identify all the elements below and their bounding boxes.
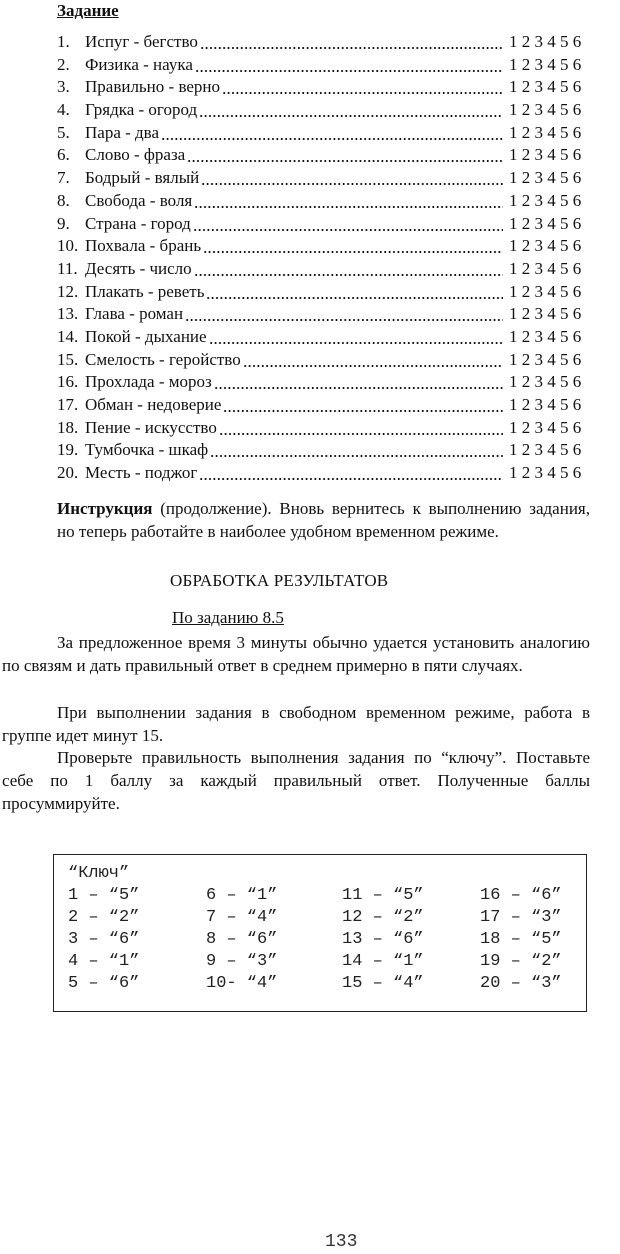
dot-leader	[210, 439, 503, 462]
task-number: 6.	[57, 145, 70, 165]
rating-scale: 1 2 3 4 5 6	[509, 395, 582, 414]
rating-scale: 1 2 3 4 5 6	[509, 122, 582, 142]
paragraph-1: За предложенное время 3 минуты обычно удается установить аналогию по связям и дать правильный ответ в среднем примерно в пяти случаях.	[2, 633, 590, 675]
task-number: 4.	[57, 100, 70, 120]
answer-key-entry: 8 – “6”	[206, 930, 278, 949]
task-row	[57, 76, 597, 99]
rating-scale: 1 2 3 4 5 6	[509, 54, 582, 74]
task-number: 5.	[57, 122, 70, 142]
dot-leader	[203, 235, 503, 258]
rating-scale: 1 2 3 4 5 6	[509, 190, 582, 210]
task-row	[57, 167, 597, 190]
task-row	[57, 122, 597, 145]
task-number: 1.	[57, 32, 70, 51]
dot-leader	[187, 144, 503, 167]
task-number: 14.	[57, 326, 79, 346]
answer-key-entry: 6 – “1”	[206, 886, 278, 905]
rating-scale: 1 2 3 4 5 6	[509, 440, 582, 460]
answer-key-entry: 13 – “6”	[342, 930, 424, 949]
task-word-pair: Похвала - брань	[85, 236, 202, 256]
task-row	[57, 417, 597, 440]
dot-leader	[223, 394, 503, 417]
dot-leader	[161, 122, 503, 145]
task-row	[57, 394, 597, 417]
rating-scale: 1 2 3 4 5 6	[509, 77, 582, 97]
task-row	[57, 281, 597, 304]
task-row	[57, 326, 597, 349]
task-word-pair: Прохлада - мороз	[85, 372, 212, 392]
task-row	[57, 235, 597, 258]
dot-leader	[243, 349, 503, 372]
instruction-label: Инструкция	[57, 499, 153, 518]
task-number: 12.	[57, 281, 79, 301]
rating-scale: 1 2 3 4 5 6	[509, 168, 582, 188]
dot-leader	[195, 54, 503, 77]
dot-leader	[200, 31, 503, 54]
rating-scale: 1 2 3 4 5 6	[509, 258, 582, 278]
rating-scale: 1 2 3 4 5 6	[509, 213, 582, 233]
task-word-pair: Смелость - геройство	[85, 349, 241, 369]
paragraph-3: Проверьте правильность выполнения задания по “ключу”. Поставьте себе по 1 баллу за каждый правильный ответ. Полученные баллы просуммируйте.	[2, 748, 590, 813]
task-row	[57, 371, 597, 394]
task-word-pair: Десять - число	[85, 258, 192, 278]
task-row	[57, 213, 597, 236]
page-title: Задание	[57, 1, 119, 20]
dot-leader	[194, 190, 503, 213]
answer-key-box	[53, 854, 587, 1012]
task-word-pair: Физика - наука	[85, 54, 193, 74]
answer-key-entry: 15 – “4”	[342, 974, 424, 993]
task-number: 17.	[57, 395, 79, 414]
task-number: 18.	[57, 417, 79, 437]
task-word-pair: Слово - фраза	[85, 145, 186, 165]
answer-key-entry: 10- “4”	[206, 974, 278, 993]
dot-leader	[199, 462, 503, 485]
answer-key-entry: 18 – “5”	[480, 930, 562, 949]
task-row	[57, 439, 597, 462]
task-number: 19.	[57, 440, 79, 460]
rating-scale: 1 2 3 4 5 6	[509, 417, 582, 437]
rating-scale: 1 2 3 4 5 6	[509, 326, 582, 346]
task-row	[57, 99, 597, 122]
task-word-pair: Пара - два	[85, 122, 160, 142]
answer-key-entry: 9 – “3”	[206, 952, 278, 971]
answer-key-entry: 14 – “1”	[342, 952, 424, 971]
answer-key-entry: 20 – “3”	[480, 974, 562, 993]
rating-scale: 1 2 3 4 5 6	[509, 463, 582, 483]
dot-leader	[222, 76, 503, 99]
dot-leader	[193, 213, 503, 236]
answer-key-title: “Ключ”	[68, 864, 130, 883]
task-row	[57, 31, 597, 54]
sub-heading: По заданию 8.5	[172, 608, 284, 627]
task-word-pair: Страна - город	[85, 213, 191, 233]
answer-key-entry: 5 – “6”	[68, 974, 140, 993]
task-word-pair: Покой - дыхание	[85, 326, 207, 346]
instruction-text: (продолжение). Вновь вернитесь к выполнению задания, но теперь работайте в наиболее удобном временном режиме.	[57, 499, 590, 541]
dot-leader	[214, 371, 503, 394]
task-number: 16.	[57, 372, 79, 392]
task-word-pair: Тумбочка - шкаф	[85, 440, 209, 460]
rating-scale: 1 2 3 4 5 6	[509, 145, 582, 165]
task-number: 3.	[57, 77, 70, 97]
page-number: 133	[325, 1232, 358, 1252]
rating-scale: 1 2 3 4 5 6	[509, 304, 582, 324]
task-number: 15.	[57, 349, 79, 369]
task-row	[57, 349, 597, 372]
rating-scale: 1 2 3 4 5 6	[509, 32, 582, 51]
dot-leader	[209, 326, 503, 349]
rating-scale: 1 2 3 4 5 6	[509, 100, 582, 120]
rating-scale: 1 2 3 4 5 6	[509, 236, 582, 256]
task-word-pair: Бодрый - вялый	[85, 168, 200, 188]
task-word-pair: Пение - искусство	[85, 417, 217, 437]
task-word-pair: Свобода - воля	[85, 190, 193, 210]
rating-scale: 1 2 3 4 5 6	[509, 281, 582, 301]
task-word-pair: Обман - недоверие	[85, 395, 222, 414]
answer-key-entry: 12 – “2”	[342, 908, 424, 927]
rating-scale: 1 2 3 4 5 6	[509, 372, 582, 392]
answer-key-entry: 4 – “1”	[68, 952, 140, 971]
answer-key-entry: 1 – “5”	[68, 886, 140, 905]
task-row	[57, 303, 597, 326]
dot-leader	[199, 99, 503, 122]
answer-key-entry: 17 – “3”	[480, 908, 562, 927]
task-number: 13.	[57, 304, 79, 324]
task-word-pair: Глава - роман	[85, 304, 184, 324]
task-number: 11.	[57, 258, 78, 278]
task-list	[57, 31, 597, 485]
task-number: 8.	[57, 190, 70, 210]
answer-key-entry: 2 – “2”	[68, 908, 140, 927]
dot-leader	[206, 281, 503, 304]
answer-key-entry: 7 – “4”	[206, 908, 278, 927]
dot-leader	[219, 417, 503, 440]
answer-key-entry: 16 – “6”	[480, 886, 562, 905]
task-word-pair: Плакать - реветь	[85, 281, 205, 301]
task-row	[57, 190, 597, 213]
task-row	[57, 462, 597, 485]
dot-leader	[185, 303, 503, 326]
rating-scale: 1 2 3 4 5 6	[509, 349, 582, 369]
task-number: 20.	[57, 463, 79, 483]
section-heading: ОБРАБОТКА РЕЗУЛЬТАТОВ	[170, 571, 389, 590]
task-word-pair: Месть - поджог	[85, 463, 198, 483]
instruction-paragraph	[57, 497, 590, 543]
task-number: 10.	[57, 236, 79, 256]
task-word-pair: Испуг - бегство	[85, 32, 198, 51]
task-row	[57, 258, 597, 281]
paragraph-2: При выполнении задания в свободном временном режиме, работа в группе идет минут 15.	[2, 703, 590, 745]
task-row	[57, 54, 597, 77]
task-word-pair: Правильно - верно	[85, 77, 221, 97]
task-row	[57, 144, 597, 167]
task-number: 7.	[57, 168, 70, 188]
answer-key-entry: 19 – “2”	[480, 952, 562, 971]
task-number: 9.	[57, 213, 70, 233]
answer-key-entry: 11 – “5”	[342, 886, 424, 905]
task-word-pair: Грядка - огород	[85, 100, 198, 120]
dot-leader	[194, 258, 503, 281]
answer-key-entry: 3 – “6”	[68, 930, 140, 949]
dot-leader	[201, 167, 503, 190]
task-number: 2.	[57, 54, 70, 74]
